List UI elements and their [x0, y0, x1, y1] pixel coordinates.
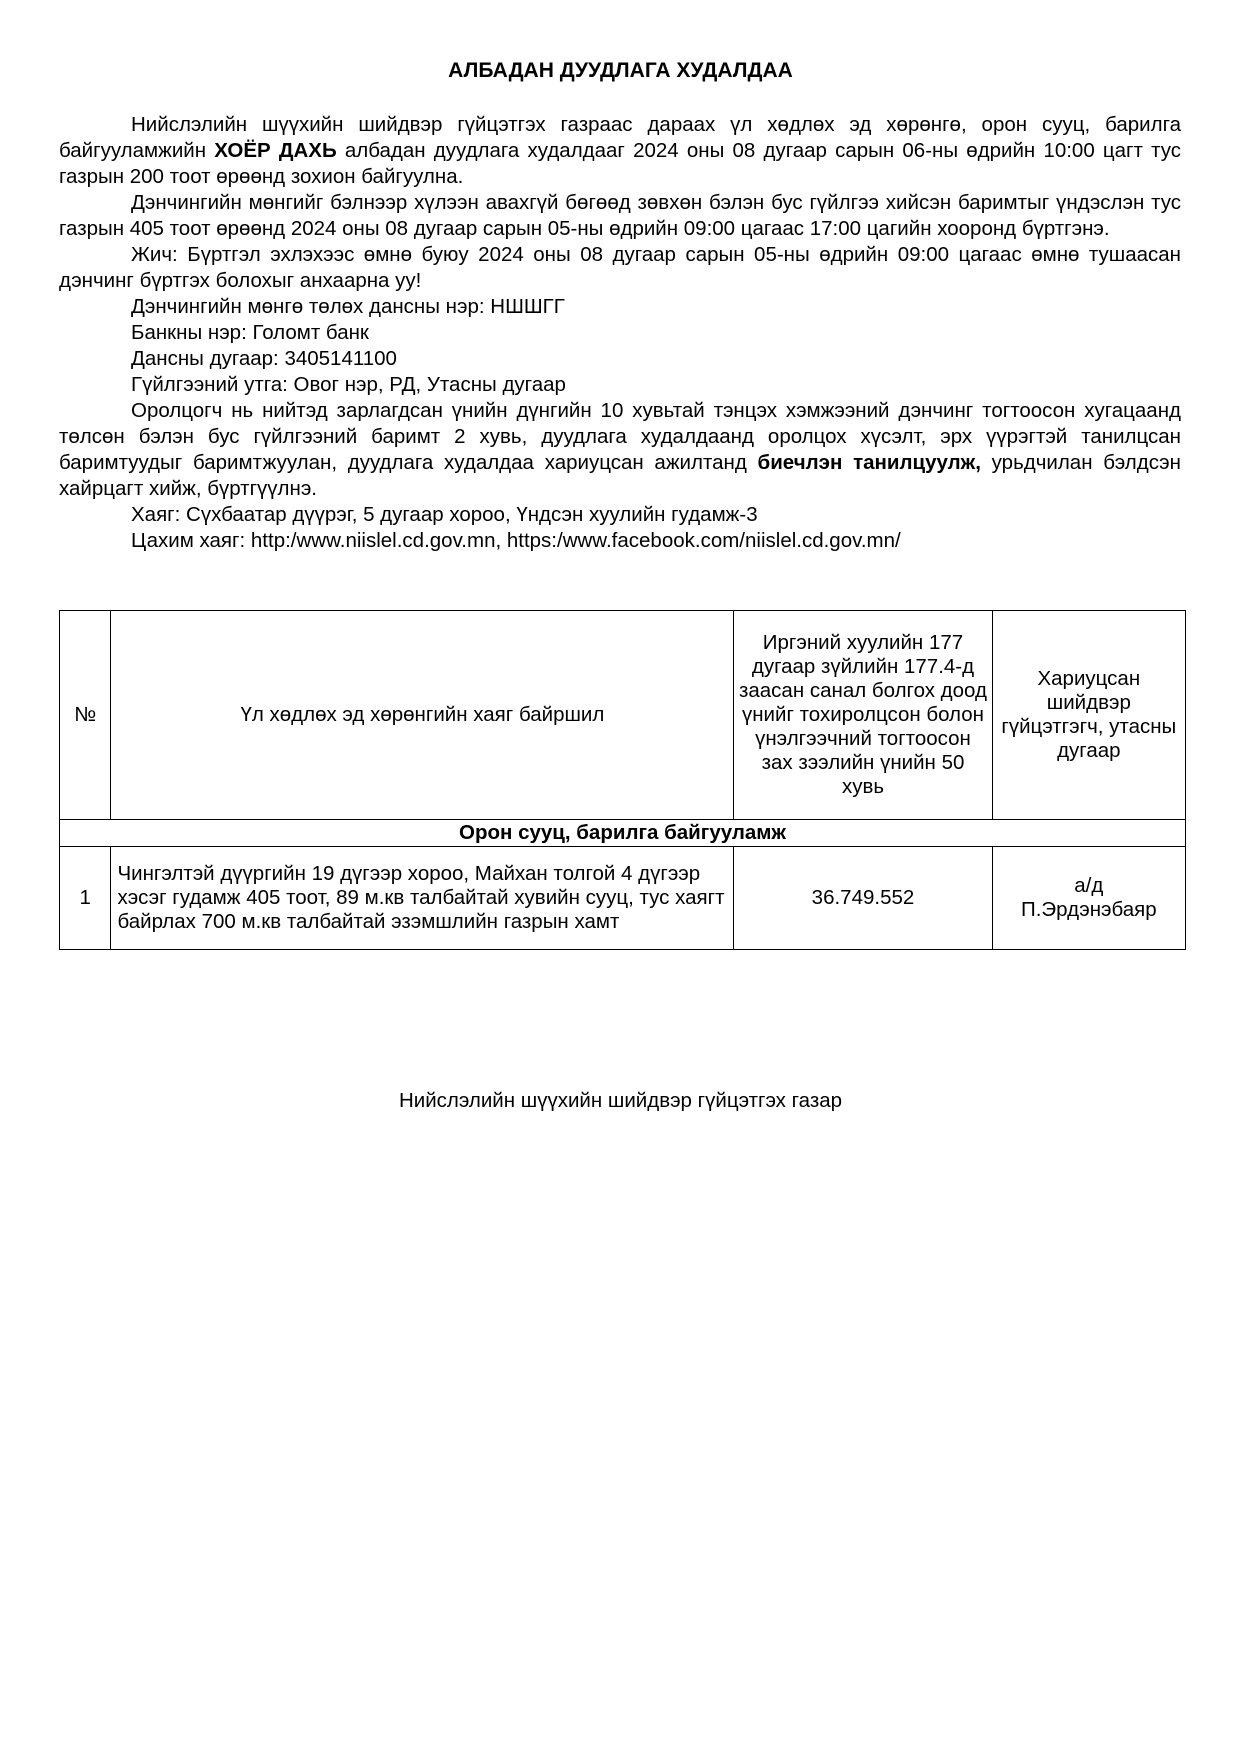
account-name: Дэнчингийн мөнгө төлөх дансны нэр: НШШГГ: [131, 295, 565, 318]
auction-round-emphasis: ХОЁР ДАХЬ: [214, 139, 337, 162]
paragraph-text: албадан дуудлага худалдааг 2024 оны 08 дугаар сарын 06-ны өдрийн 10:00 цагт тус газрын 200 тоот өрөөнд зохион байгуулна.: [59, 139, 1181, 188]
header-responsible: Хариуцсан шийдвэр гүйцэтгэгч, утасны дугаар: [992, 611, 1185, 820]
issuing-organization: Нийслэлийн шүүхийн шийдвэр гүйцэтгэх газар: [398, 1089, 843, 1112]
paragraph-participant-requirements: [59, 398, 1181, 502]
document-title: АЛБАДАН ДУУДЛАГА ХУДАЛДАА: [448, 59, 793, 82]
header-price: Иргэний хуулийн 177 дугаар зүйлийн 177.4-д заасан санал болгох доод үнийг тохиролцсон болон үнэлгээчний тогтоосон зах зээлийн үнийн 50 хувь: [734, 611, 992, 820]
bank-name: Банкны нэр: Голомт банк: [131, 321, 369, 344]
header-location: Үл хөдлөх эд хөрөнгийн хаяг байршил: [111, 611, 734, 820]
responsible-name: П.Эрдэнэбаяр: [1020, 898, 1157, 921]
row-number: 1: [60, 847, 111, 950]
web-address: Цахим хаяг: http:/www.niislel.cd.gov.mn, https:/www.facebook.com/niislel.cd.gov.mn/: [131, 529, 901, 552]
announcement-body: [59, 112, 1181, 554]
paragraph-note: Жич: Бүртгэл эхлэхээс өмнө буюу 2024 оны 08 дугаар сарын 05-ны өдрийн 09:00 цагаас өмнө тушаасан дэнчинг бүртгэх болохыг анхаарна уу!: [59, 243, 1181, 292]
table-header-row: [60, 611, 1186, 820]
office-address: Хаяг: Сүхбаатар дүүрэг, 5 дугаар хороо, Үндсэн хуулийн гудамж-3: [131, 503, 758, 526]
transfer-description: Гүйлгээний утга: Овог нэр, РД, Утасны дугаар: [131, 373, 566, 396]
paragraph-text: урьдчилан бэлдсэн хайрцагт хийж, бүртгүүлнэ.: [59, 451, 1181, 500]
account-number: Дансны дугаар: 3405141100: [131, 347, 397, 370]
row-location: Чингэлтэй дүүргийн 19 дүгээр хороо, Майхан толгой 4 дүгээр хэсэг гудамж 405 тоот, 89 м.кв талбайтай хувийн сууц, тус хаягт байрлах 700 м.кв талбайтай эзэмшлийн газрын хамт: [111, 847, 734, 950]
responsible-title: а/д: [1074, 874, 1104, 897]
row-responsible: [992, 847, 1185, 950]
paragraph-auction-schedule: [59, 112, 1181, 190]
property-table: [59, 610, 1186, 950]
row-price: 36.749.552: [734, 847, 992, 950]
header-number: №: [60, 611, 111, 820]
paragraph-text: Нийслэлийн шүүхийн шийдвэр гүйцэтгэх газраас дараах үл хөдлөх эд хөрөнгө, орон сууц, барилга байгууламжийн: [59, 113, 1181, 162]
section-title: Орон сууц, барилга байгууламж: [60, 820, 1186, 847]
in-person-emphasis: биечлэн танилцуулж,: [757, 451, 981, 474]
table-row: [60, 847, 1186, 950]
paragraph-text: Оролцогч нь нийтэд зарлагдсан үнийн дүнгийн 10 хувьтай тэнцэх хэмжээний дэнчинг тогтоосон хугацаанд төлсөн бэлэн бус гүйлгээний баримт 2 хувь, дуудлага худалдаанд оролцох хүсэлт, эрх үүрэгтэй танилцсан баримтуудыг баримтжуулан, дуудлага худалдаа хариуцсан ажилтанд: [59, 399, 1181, 474]
paragraph-deposit-registration: Дэнчингийн мөнгийг бэлнээр хүлээн авахгүй бөгөөд зөвхөн бэлэн бус гүйлгээ хийсэн баримтыг үндэслэн тус газрын 405 тоот өрөөнд 2024 оны 08 дугаар сарын 05-ны өдрийн 09:00 цагаас 17:00 цагийн хооронд бүртгэнэ.: [59, 191, 1181, 240]
table-section-row: [60, 820, 1186, 847]
